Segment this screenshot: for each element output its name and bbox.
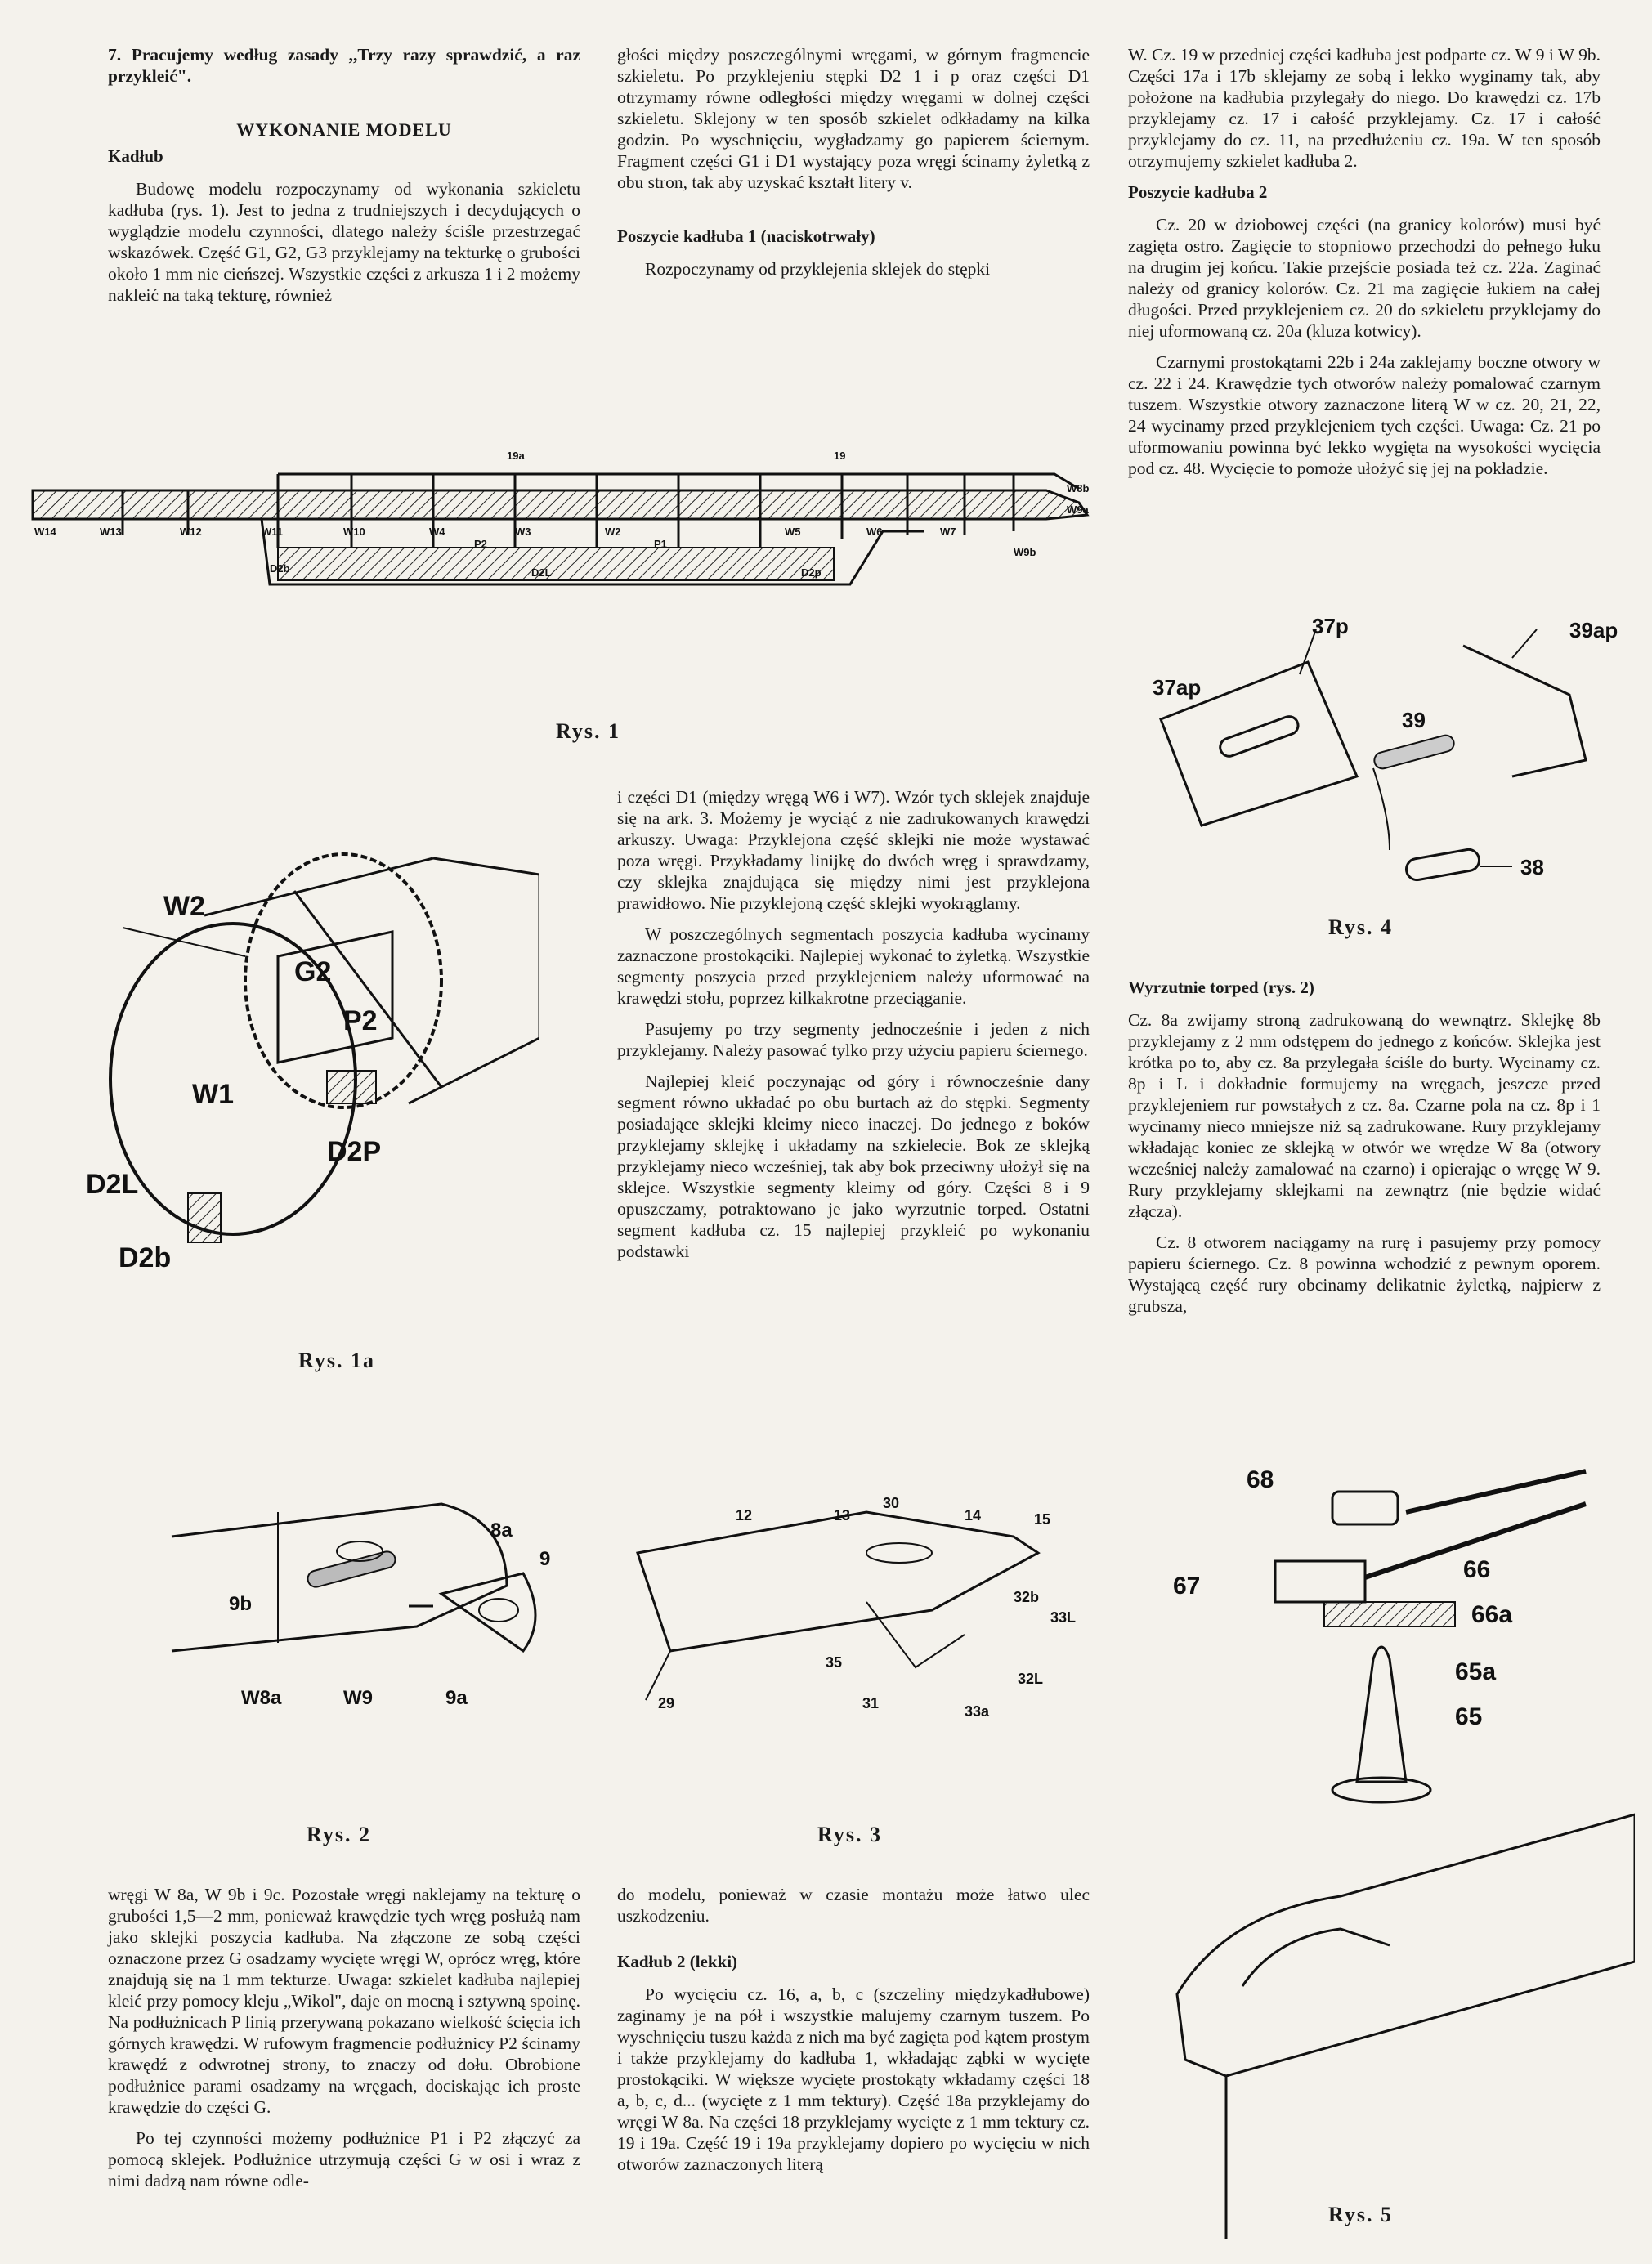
fig1-label: W4 — [429, 526, 445, 538]
fig5-label-68: 68 — [1247, 1466, 1274, 1493]
fig3-label-12: 12 — [736, 1507, 753, 1524]
column-2-bottom — [617, 1884, 1090, 2185]
fig1a-label-d2l: D2L — [86, 1169, 139, 1200]
paragraph: Najlepiej kleić poczynając od góry i równocześnie dany segment równo układać po obu burtach aż do stępki. Segmenty posiadające sklejki kleimy nieco inaczej. Do jednego z boków przyklejamy sklejkę i układamy na szkielecie. Bok ze sklejką przyklejamy nieco wcześniej, tak aby bok przeciwny ułożył się na sklejce. Wszystkie segmenty kleimy od góry. Części 8 i 9 opuszczamy, potraktowano je jako wyrzutnie torped. Ostatni segment kadłuba cz. 15 najlepiej przykleić po wykonaniu podstawki — [617, 1072, 1090, 1261]
caption-rys-5: Rys. 5 — [1328, 2203, 1393, 2226]
fig1a-label-g2: G2 — [294, 956, 332, 987]
fig3-label-33a: 33a — [965, 1703, 990, 1720]
fig3-label-14: 14 — [965, 1507, 982, 1524]
paragraph: W. Cz. 19 w przedniej części kadłuba jest podparte cz. W 9 i W 9b. Części 17a i 17b sklejamy ze sobą i lekko wyginamy tak, aby położone na kadłubia przylegały do niego. Do krawędzi cz. 17b przyklejamy cz. 17 i całość przyklejamy. Cz. 17 i całość przyklejamy do cz. 11, na przedłużeniu cz. 19a. W ten sposób otrzymujemy szkielet kadłuba 2. — [1128, 45, 1601, 171]
fig2-label-8a: 8a — [490, 1519, 513, 1541]
paragraph: do modelu, ponieważ w czasie montażu może łatwo ulec uszkodzeniu. — [617, 1885, 1090, 1926]
fig1-label: W14 — [34, 526, 56, 538]
fig1-label: D2b — [270, 562, 290, 575]
fig3-label-15: 15 — [1034, 1511, 1051, 1528]
figure-1a-hull-section — [82, 842, 539, 1283]
paragraph: Po tej czynności możemy podłużnice P1 i P2 złączyć za pomocą sklejek. Podłużnice utrzymują części G w osi i wraz z nimi dadzą nam równe odle- — [108, 2128, 580, 2190]
fig4-label-37ap: 37ap — [1153, 675, 1202, 700]
caption-rys-4: Rys. 4 — [1328, 915, 1393, 939]
fig3-label-13: 13 — [834, 1507, 851, 1524]
paragraph: Cz. 8 otworem naciągamy na rurę i pasujemy przy pomocy papieru ściernego. Cz. 8 powinna wchodzić z pewnym oporem. Wystającą część rury obcinamy delikatnie żyletką, najpierw z grubsza, — [1128, 1233, 1601, 1316]
column-1-bottom — [108, 1884, 580, 2201]
fig2-label-9a: 9a — [445, 1687, 468, 1709]
figure-4-parts — [1128, 613, 1635, 924]
fig1-label: D2L — [531, 566, 552, 579]
caption-rys-2: Rys. 2 — [307, 1823, 371, 1846]
fig1-label: W2 — [605, 526, 621, 538]
fig1-label: W3 — [515, 526, 531, 538]
fig2-label-9b: 9b — [229, 1593, 253, 1615]
fig1-label: 19a — [507, 450, 525, 462]
fig3-label-33l: 33L — [1050, 1609, 1077, 1626]
subheading-kadlub: Kadłub — [108, 146, 163, 166]
fig2-label-w8a: W8a — [241, 1687, 282, 1709]
figure-2-torpedo-tubes — [163, 1488, 589, 1716]
paragraph: Czarnymi prostokątami 22b i 24a zaklejamy boczne otwory w cz. 22 i 24. Krawędzie tych otworów należy pomalować czarnym tuszem. Wszystkie otwory zaznaczone literą W w cz. 20, 21, 22, 24 wycinamy przed przyklejeniem tych części. Uwaga: Cz. 21 po uformowaniu powinna być lekko wygięta na wysokości wycięcia pod cz. 48. Wycięcie to pomoże ułożyć się jej na pokładzie. — [1128, 352, 1601, 478]
fig1-label: P1 — [654, 538, 667, 550]
column-2-top — [617, 44, 1090, 289]
caption-rys-3: Rys. 3 — [817, 1823, 882, 1846]
paragraph: wręgi W 8a, W 9b i 9c. Pozostałe wręgi naklejamy na tekturę o grubości 1,5—2 mm, ponieważ krawędzie tych wręg posłużą nam jako sklejki poszycia kadłuba. Na złączone ze sobą części oznaczone przez G osadzamy wycięte wręgi W, oprócz wręg, które znajdują się na 1 mm tekturze. Uwaga: szkielet kadłuba najlepiej kleić przy pomocy kleju „Wikol", daje on mocną i sztywną spoinę. Na podłużnicach P linią przerywaną pokazano wielkość ścięcia ich górnych krawędzi. W rufowym fragmencie podłużnicy P2 ścinamy krawędź z odwrotnej strony, to znaczy od dołu. Obrobione podłużnice parami osadzamy na wręgach, dociskając ich proste krawędzie do części G. — [108, 1885, 580, 2117]
section-heading: WYKONANIE MODELU — [236, 119, 452, 140]
subheading-poszycie-1: Poszycie kadłuba 1 (naciskotrwały) — [617, 226, 875, 246]
fig1-label: 19 — [834, 450, 846, 462]
fig1-label: W7 — [940, 526, 956, 538]
caption-rys-1a: Rys. 1a — [298, 1349, 375, 1372]
fig1-label: P2 — [474, 538, 487, 550]
fig1-label: W5 — [785, 526, 801, 538]
fig3-label-35: 35 — [826, 1654, 843, 1671]
item-7: 7. Pracujemy według zasady ,,Trzy razy sprawdzić, a raz przykleić". — [108, 45, 580, 86]
figure-5-deck-parts — [1128, 1455, 1635, 2239]
fig3-label-29: 29 — [658, 1695, 675, 1711]
column-3-middle — [1128, 977, 1601, 1327]
fig1-label: W8b — [1067, 482, 1090, 494]
fig1-label: W13 — [100, 526, 122, 538]
fig1a-label-d2p: D2P — [327, 1136, 382, 1167]
fig1a-label-p2: P2 — [343, 1005, 378, 1036]
fig3-label-32b: 32b — [1014, 1589, 1040, 1605]
fig1-label: W9a — [1067, 503, 1089, 516]
column-1-top — [108, 44, 580, 315]
fig1a-label-w1: W1 — [192, 1079, 234, 1110]
figure-1-hull-skeleton — [25, 441, 1120, 605]
fig5-label-65a: 65a — [1455, 1658, 1497, 1685]
paragraph: Cz. 20 w dziobowej części (na granicy kolorów) musi być zagięta ostro. Zagięcie to stopniowo przechodzi do pełnego łuku na drugim jej końcu. Takie przejście posiada też cz. 22a. Zaginać należy od granicy kolorów. Cz. 21 ma zagięcie łukiem na całej długości. Przed przyklejeniem cz. 20 do szkieletu przyklejamy do niej uformowaną cz. 20a (kluza kotwicy). — [1128, 215, 1601, 341]
fig4-label-39ap: 39ap — [1569, 618, 1618, 642]
column-2-middle — [617, 786, 1090, 1272]
fig5-label-65: 65 — [1455, 1703, 1483, 1730]
fig5-label-67: 67 — [1173, 1573, 1201, 1600]
subheading-poszycie-2: Poszycie kadłuba 2 — [1128, 182, 1268, 202]
paragraph: Rozpoczynamy od przyklejenia sklejek do stępki — [645, 259, 991, 279]
fig1-label: W9b — [1014, 546, 1036, 558]
fig3-label-31: 31 — [862, 1695, 880, 1711]
fig2-label-w9: W9 — [343, 1687, 373, 1709]
fig1-label: W6 — [866, 526, 883, 538]
paragraph: Po wycięciu cz. 16, a, b, c (szczeliny międzykadłubowe) zaginamy je na pół i wszystkie malujemy czarnym tuszem. Po wyschnięciu tuszu każda z nich ma być zagięta pod kątem prostym i także przyklejamy do kadłuba 1, wkładając ząbki w wycięte prostokąciki. W większe wycięte prostokąty wkładamy części 18 a, b, c, d... (wycięte z 1 mm tektury). Część 18a przyklejamy do wręgi W 8a. Na części 18 przyklejamy wycięte z 1 mm tektury cz. 19 i 19a. Część 19 i 19a przyklejamy dopiero po wycięciu w nich otworów zaznaczonych literą — [617, 1984, 1090, 2174]
fig4-label-37p: 37p — [1312, 614, 1349, 638]
figure-3-bow-section — [621, 1488, 1079, 1733]
fig1-label: W10 — [343, 526, 365, 538]
paragraph: W poszczególnych segmentach poszycia kadłuba wycinamy zaznaczone prostokąciki. Najlepiej wykonać to żyletką. Wszystkie segmenty poszycia przed przyklejeniem należy uformować na krawędzi stołu, poprzez kilkakrotne przeciąganie. — [617, 924, 1090, 1008]
fig3-label-30: 30 — [883, 1495, 900, 1511]
fig1-label: W12 — [180, 526, 202, 538]
fig5-label-66: 66 — [1463, 1556, 1491, 1583]
fig4-label-38: 38 — [1520, 855, 1544, 879]
subheading-wyrzutnie: Wyrzutnie torped (rys. 2) — [1128, 978, 1314, 997]
fig2-label-9: 9 — [539, 1548, 551, 1570]
fig1a-label-w2: W2 — [163, 891, 205, 922]
fig1-label: D2p — [801, 566, 822, 579]
subheading-kadlub-2: Kadłub 2 (lekki) — [617, 1952, 738, 1971]
paragraph: Budowę modelu rozpoczynamy od wykonania szkieletu kadłuba (rys. 1). Jest to jedna z trudniejszych i decydujących o wyglądzie modelu czynności, dlatego należy ściśle przestrzegać wskazówek. Część G1, G2, G3 przyklejamy na tekturkę o grubości około 1 mm nie cieńszej. Wszystkie części z arkusza 1 i 2 możemy nakleić na taką tekturę, również — [108, 179, 580, 305]
fig4-label-39: 39 — [1402, 708, 1426, 732]
caption-rys-1: Rys. 1 — [556, 719, 620, 743]
fig1-label: W11 — [262, 526, 284, 538]
paragraph: Cz. 8a zwijamy stroną zadrukowaną do wewnątrz. Sklejkę 8b przyklejamy z 2 mm odstępem do jednego z końców. Sklejka jest krótka po to, aby cz. 8a przylegała ściśle do burty. Wycinamy cz. 8p i L i dokładnie formujemy na wręgach, jeszcze przed przyklejeniem rur powstałych z cz. 8a. Czarne pola na cz. 8p i 1 wycinamy nieco mniejsze niż są zadrukowane. Rury przyklejamy wkładając koniec ze sklejką w otwór we wrędze W 8a (otwory wcześniej należy zamalować na czarno) i opierając o wręgę W 9. Rury przyklejamy sklejkami na zewnątrz (nie będzie widać złącza). — [1128, 1010, 1601, 1221]
fig5-label-66a: 66a — [1471, 1601, 1513, 1628]
paragraph: Pasujemy po trzy segmenty jednocześnie i jeden z nich przyklejamy. Należy pasować tylko przy użyciu papieru ściernego. — [617, 1019, 1090, 1060]
column-3-top — [1128, 44, 1601, 489]
fig1a-label-d2b: D2b — [119, 1242, 172, 1273]
fig3-label-32l: 32L — [1018, 1671, 1044, 1687]
paragraph: głości między poszczególnymi wręgami, w górnym fragmencie szkieletu. Po przyklejeniu stępki D2 1 i p oraz części D1 otrzymamy równe odległości między wręgami w dolnej części szkieletu. Sklejony w ten sposób szkielet odkładamy na kilka godzin. Po wyschnięciu, wygładzamy go papierem ściernym. Fragment części G1 i D1 wystający poza wręgi ścinamy żyletką z obu stron, tak aby uzyskać kształt litery v. — [617, 45, 1090, 192]
paragraph: i części D1 (między wręgą W6 i W7). Wzór tych sklejek znajduje się na ark. 3. Możemy je wyciąć z nie zadrukowanych krawędzi arkuszy. Uwaga: Przyklejona część sklejki nie może wystawać poza wręgi. Przykładamy linijkę do dwóch wręg i sprawdzamy, czy sklejka znajdująca się między nimi jest przyklejona prawidłowo. Nie przyklejoną część sklejki wyokrąglamy. — [617, 787, 1090, 913]
